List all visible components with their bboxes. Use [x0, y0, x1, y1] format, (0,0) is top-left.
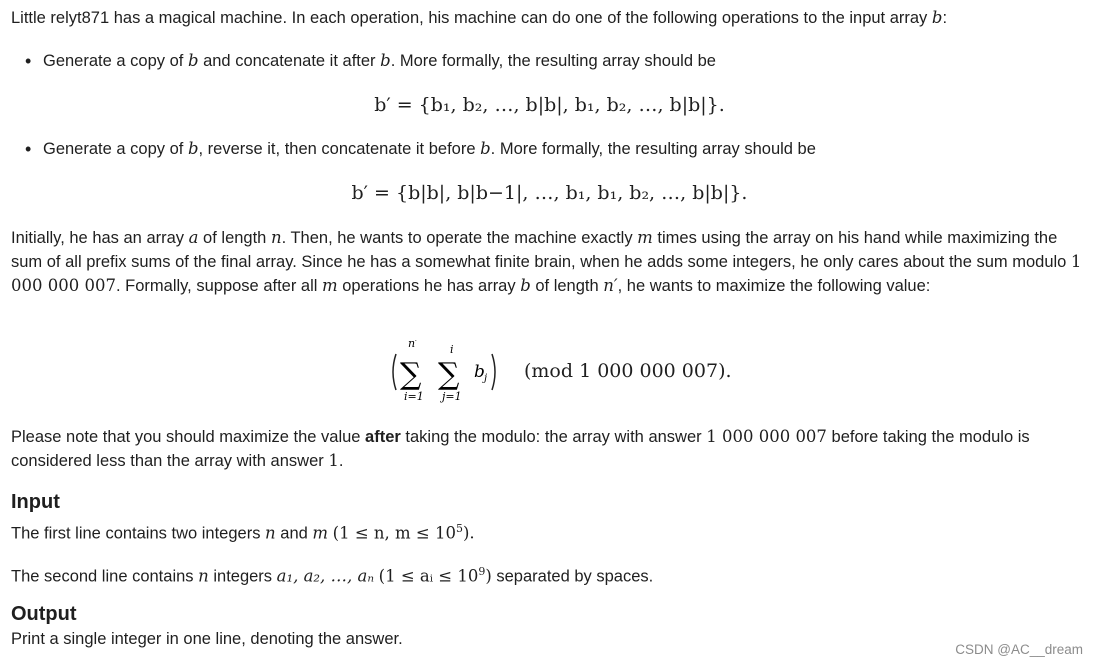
intro-paragraph: Little relyt871 has a magical machine. In each operation, his machine can do one of the following operations to the input array b: [11, 8, 948, 27]
problem-paragraph: Initially, he has an array a of length n. Then, he wants to operate the machine exactly m times using the array on his hand while maximizing the sum of all prefix sums of the final array. Since he has a somewhat finite brain, when he adds some integers, he only cares about the sum modulo 1 000 000 007. Formally, suppose after all m operations he has array b of length n′, he wants to maximize the following value: [11, 228, 1082, 295]
lower-limit-2: j=1 [442, 390, 462, 403]
var-b: b [931, 8, 943, 27]
input-line-2: The second line contains n integers a₁, a₂, …, aₙ (1 ≤ aᵢ ≤ $10^9$) separated by spaces. [11, 565, 654, 586]
bullet-1: • [25, 51, 32, 71]
operation-1-formula: b′ = {b₁, b₂, …, b|b|, b₁, b₂, …, b|b|}. [374, 94, 725, 116]
upper-limit-2: i [450, 343, 454, 356]
bullet-2: • [25, 139, 32, 159]
mod-text: (mod 1 000 000 007). [524, 360, 732, 382]
operation-1-text: Generate a copy of b and concatenate it after b. More formally, the resulting array should be [43, 51, 716, 70]
right-paren [492, 354, 495, 390]
sigma-2: ∑ [438, 357, 460, 392]
output-heading: Output [11, 603, 77, 625]
watermark: CSDN @AC__dream [955, 642, 1083, 657]
lower-limit-1: i=1 [404, 390, 424, 403]
sigma-1: ∑ [400, 357, 422, 392]
output-line: Print a single integer in one line, denoting the answer. [11, 630, 403, 648]
note-paragraph: Please note that you should maximize the value after taking the modulo: the array with answer 1 000 000 007 before taking the modulo is considered less than the array with answer 1. [11, 427, 1030, 470]
input-heading: Input [11, 491, 60, 513]
upper-limit-1: n′ [408, 340, 418, 350]
summand-subscript: j [484, 373, 488, 384]
summand: b [474, 362, 485, 382]
sum-formula [0, 340, 1099, 404]
input-line-1: The first line contains two integers n and m (1 ≤ n, $m \le 10^5$). [11, 522, 475, 543]
left-paren [393, 354, 396, 390]
double-sum-svg [388, 340, 518, 404]
operation-2-formula: b′ = {b|b|, b|b−1|, …, b₁, b₁, b₂, …, b|b|}. [351, 182, 748, 204]
operation-2-text: Generate a copy of b, reverse it, then concatenate it before b. More formally, the resulting array should be [43, 139, 816, 158]
